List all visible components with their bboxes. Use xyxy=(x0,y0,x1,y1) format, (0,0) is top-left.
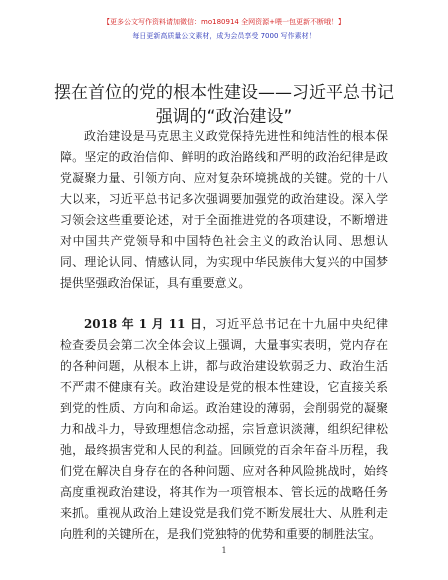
body-paragraph-1 xyxy=(60,126,388,294)
paragraph-text: 政治建设是马克思主义政党保持先进性和纯洁性的根本保障。坚定的政治信仰、鲜明的政治路线和严明的政治纪律是政党凝聚力量、引领方向、应对复杂环境挑战的关键。党的十八大以来，习近平总书记多次强调要加强党的政治建设。深入学习领会这些重要论述，对于全面推进党的各项建设，不断增进对中国共产党领导和中国特色社会主义的政治认同、思想认同、理论认同、情感认同，为实现中华民族伟大复兴的中国梦提供坚强政治保证，具有重要意义。 xyxy=(60,129,388,290)
body-paragraph-2 xyxy=(60,314,388,545)
document-title xyxy=(20,81,428,129)
promo-banner-line-1: 【更多公文写作资料请加微信：mo180914 全网资源+喂一包更新不断哦！】 xyxy=(103,18,345,26)
promo-banner-line-2: 每日更新高质量公文素材，成为会员享受 7000 写作素材！ xyxy=(132,32,316,40)
page-number: 1 xyxy=(221,546,227,555)
paragraph-text: ，习近平总书记在十九届中央纪律检查委员会第二次全体会议上强调，大量事实表明，党内存在的各种问题，从根本上讲，都与政治建设软弱乏力、政治生活不严肃不健康有关。政治建设是党的根本性建设，它直接关系到党的性质、方向和命运。政治建设的薄弱，会削弱党的凝聚力和战斗力，导致理想信念动摇，宗旨意识淡薄，组织纪律松弛，最终损害党和人民的利益。回顾党的百余年奋斗历程，我们党在解决自身存在的各种问题、应对各种风险挑战时，始终高度重视政治建设，将其作为一项管根本、管长远的战略任务来抓。重视从政治上建设党是我们党不断发展壮大、从胜利走向胜利的关键所在，是我们党独特的优势和重要的制胜法宝。 xyxy=(60,317,388,541)
paragraph-date: 2018 年 1 月 11 日 xyxy=(84,317,203,331)
title-line-1: 摆在首位的党的根本性建设——习近平总书记 xyxy=(54,83,394,103)
title-line-2: 强调的“政治建设” xyxy=(155,107,293,127)
